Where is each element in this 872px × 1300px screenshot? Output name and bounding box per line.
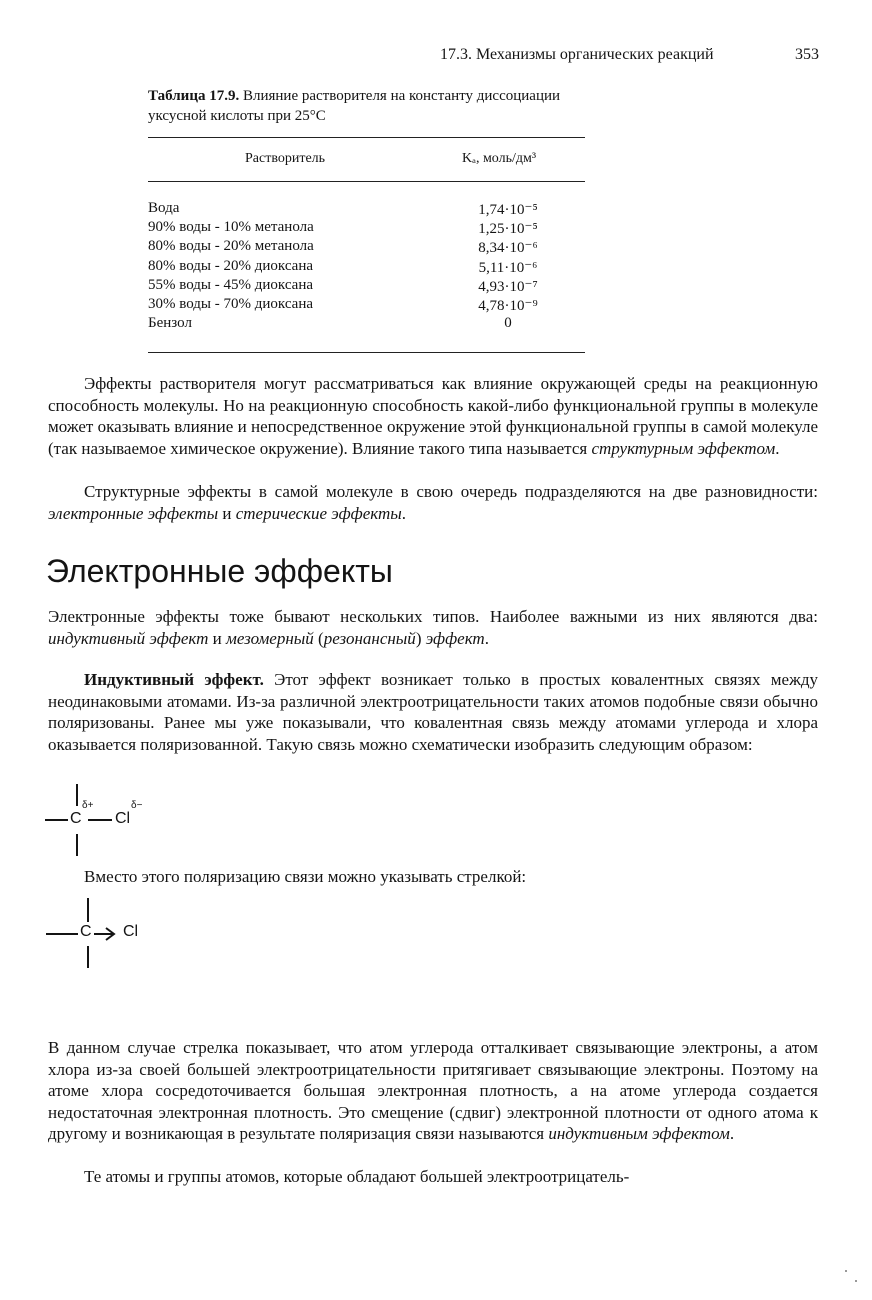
table-caption-text: Влияние растворителя на константу диссоциации уксусной кислоты при 25°С xyxy=(148,88,561,124)
punctuation: . xyxy=(775,438,780,458)
punctuation: ) xyxy=(415,628,422,648)
paragraph-continuation xyxy=(48,1166,818,1188)
emphasis-electronic-effects: электронные эффекты xyxy=(48,503,219,523)
conjunction: и xyxy=(222,503,232,523)
paragraph-text: Эффекты растворителя могут рассматриваться как влияние окружающей среды на реакционную способность молекулы. Но на реакционную способность какой-либо функциональной группы в молекуле может оказывать влияние и непосредственное окружение этой функциональной группы в самой молекуле (так называемое химическое окружение). Влияние такого типа называется xyxy=(48,374,818,458)
carbon-atom: C xyxy=(80,923,92,940)
paragraph-text: Вместо этого поляризацию связи можно указывать стрелкой: xyxy=(84,867,527,886)
bond-lines xyxy=(40,780,170,860)
emphasis-effect: эффект xyxy=(425,628,485,648)
table-cell-solvent: Бензол xyxy=(148,315,192,331)
table-caption xyxy=(148,86,598,126)
carbon-atom: C xyxy=(70,810,82,827)
punctuation: . xyxy=(729,1124,735,1144)
paragraph-arrow-notation xyxy=(48,866,818,888)
paragraph-solvent-effects xyxy=(48,373,818,459)
table-cell-solvent: 80% воды - 20% метанола xyxy=(148,238,314,254)
table-top-rule xyxy=(148,137,585,138)
running-title: 17.3. Механизмы органических реакций xyxy=(440,46,714,63)
paragraph-inductive-effect xyxy=(48,669,818,755)
table-cell-solvent: 55% воды - 45% диоксана xyxy=(148,277,313,293)
delta-minus: δ− xyxy=(131,800,143,811)
punctuation: ( xyxy=(318,628,324,648)
section-title: Электронные эффекты xyxy=(46,553,393,589)
column-header-ka: Kₐ, моль/дм³ xyxy=(462,151,537,166)
emphasis-inductive-effect: индуктивный эффект xyxy=(48,628,209,648)
paragraph-electronic-types xyxy=(48,606,818,649)
paragraph-structural-effects xyxy=(48,481,818,524)
table-cell-ka: 5,11·10⁻⁶ xyxy=(478,260,538,276)
punctuation: . xyxy=(484,628,489,648)
table-cell-ka: 1,25·10⁻⁵ xyxy=(478,221,538,237)
table-cell-ka: 4,93·10⁻⁷ xyxy=(478,279,538,295)
table-header-rule xyxy=(148,181,585,182)
page-number: 353 xyxy=(795,46,819,63)
chlorine-atom: Cl xyxy=(115,810,131,827)
column-header-solvent: Растворитель xyxy=(245,151,326,166)
chlorine-atom: Cl xyxy=(123,923,139,940)
paragraph-text: Электронные эффекты тоже бывают нескольких типов. Наиболее важными из них являются два: xyxy=(48,607,818,626)
conjunction: и xyxy=(212,628,222,648)
punctuation: . xyxy=(401,503,407,523)
delta-plus: δ+ xyxy=(82,800,94,811)
paragraph-text: Структурные эффекты в самой молекуле в свою очередь подразделяются на две разновидности: xyxy=(84,482,818,501)
paragraph-text: Этот эффект возникает только в простых ковалентных связях между неодинаковыми атомами. Из-за различной электроотрицательности таких атомов подобные связи обычно поляризованы. Ранее мы уже показывали, что ковалентная связь между атомами углерода и хлора оказывается поляризованной. Такую связь можно схематически изобразить следующим образом: xyxy=(48,670,818,754)
table-cell-ka: 4,78·10⁻⁹ xyxy=(478,298,538,314)
scan-speck xyxy=(845,1270,847,1272)
scan-speck xyxy=(855,1280,857,1282)
table-caption-label: Таблица 17.9. xyxy=(148,88,240,104)
emphasis-steric-effects: стерические эффекты xyxy=(235,503,402,523)
table-bottom-rule xyxy=(148,352,585,353)
emphasis-structural-effect: структурным эффектом xyxy=(591,438,776,458)
table-cell-ka: 1,74·10⁻⁵ xyxy=(478,202,538,218)
table-cell-solvent: 80% воды - 20% диоксана xyxy=(148,258,313,274)
emphasis-inductive-effect: индуктивным эффектом xyxy=(548,1124,730,1144)
paragraph-text: Те атомы и группы атомов, которые обладают большей электроотрицатель- xyxy=(84,1167,630,1186)
table-cell-solvent: Вода xyxy=(148,200,180,216)
table-cell-solvent: 30% воды - 70% диоксана xyxy=(148,296,313,312)
emphasis-mesomeric: мезомерный xyxy=(226,628,314,648)
table-cell-ka: 0 xyxy=(504,315,512,331)
table-cell-ka: 8,34·10⁻⁶ xyxy=(478,240,538,256)
paragraph-text: В данном случае стрелка показывает, что атом углерода отталкивает связывающие электроны, а атом хлора из-за своей большей электроотрицательности притягивает связывающие электроны. Поэтому на атоме хлора сосредоточивается большая электронная плотность, а на атоме углерода создается недостаточная электронная плотность. Это смещение (сдвиг) электронной плотности от одного атома к другому и возникающая в результате поляризация связи называются xyxy=(48,1038,818,1144)
table-cell-solvent: 90% воды - 10% метанола xyxy=(148,219,314,235)
arrow-right-icon xyxy=(93,924,123,944)
paragraph-arrow-explanation xyxy=(48,1037,818,1145)
inductive-effect-lead: Индуктивный эффект. xyxy=(84,670,264,689)
emphasis-resonance: резонансный xyxy=(323,628,416,648)
